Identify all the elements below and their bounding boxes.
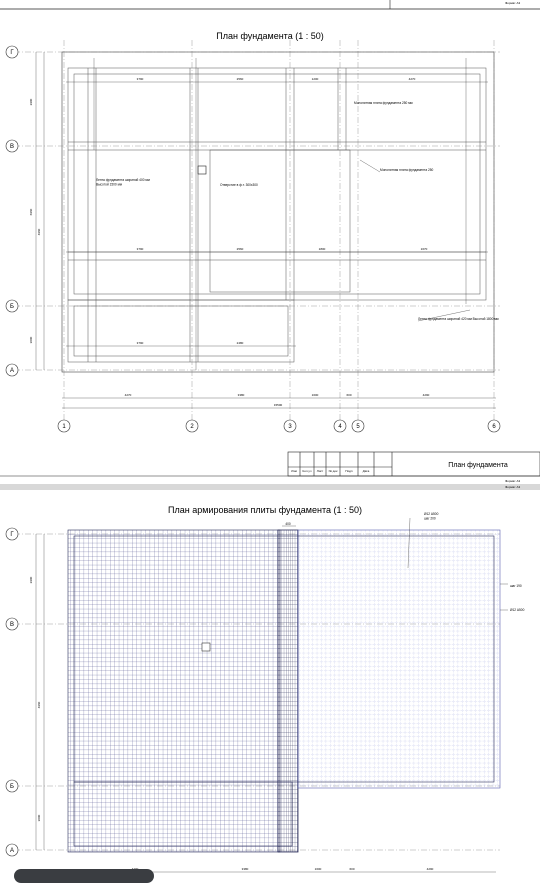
reinf-row-dim-2: 4960 bbox=[37, 701, 41, 709]
reinf-bottom-dim-2: 3380 bbox=[241, 867, 249, 871]
reinf-row-dim-1: 2900 bbox=[29, 576, 33, 584]
reinf-title: План армирования плиты фундамента (1 : 50) bbox=[168, 505, 362, 515]
row-dim-3: 4960 bbox=[37, 228, 41, 236]
tb-header-5: Подп bbox=[345, 469, 353, 473]
tb-header-6: Дата bbox=[362, 469, 370, 473]
reinf-row-axis-a: А bbox=[9, 848, 15, 854]
sheet-name: План фундамента bbox=[448, 462, 508, 469]
col-axis-2: 2 bbox=[190, 424, 194, 430]
right-bar-callout: Ø12 А500 bbox=[510, 608, 525, 612]
reinf-row-axis-v: В bbox=[9, 622, 15, 628]
reinforcement-plan-sheet bbox=[0, 485, 540, 877]
leader-lines bbox=[360, 160, 470, 321]
reinf-row-bubbles bbox=[6, 528, 18, 856]
col-axis-1: 1 bbox=[62, 424, 66, 430]
rebar-top-callout: Ø12 А500 шаг 200 bbox=[424, 512, 439, 521]
row-axis-b: Б bbox=[10, 304, 14, 310]
dim-mid-1: 3790 bbox=[136, 247, 144, 251]
dim-col-4: 4270 bbox=[408, 77, 416, 81]
dim-col-3: 1200 bbox=[311, 77, 319, 81]
overall-part-5: 4290 bbox=[422, 393, 430, 397]
strip-width-callout: 400 bbox=[285, 522, 291, 526]
tb-header-3: Лист bbox=[316, 469, 324, 473]
col-axis-6: 6 bbox=[492, 424, 496, 430]
page-title: План фундамента (1 : 50) bbox=[216, 31, 324, 41]
opening-square bbox=[198, 166, 206, 174]
callout-strip-left: Лента фундамента шириной 400 мм Высотой 1500 мм bbox=[96, 178, 150, 187]
dim-col-1: 3790 bbox=[136, 77, 144, 81]
dim-mid-2: 2560 bbox=[236, 247, 244, 251]
reinf-bottom-dim-5: 4290 bbox=[426, 867, 434, 871]
row-axis-bubbles bbox=[6, 46, 18, 376]
callout-slab-mid: Монолитная плита фундамента 250 bbox=[380, 168, 434, 172]
tb-header-1: Изм bbox=[291, 469, 297, 473]
overall-part-4: 600 bbox=[346, 393, 352, 397]
mesh-strip bbox=[278, 530, 298, 852]
opening-square-2 bbox=[202, 643, 210, 651]
reinf-left-dims bbox=[36, 534, 44, 850]
callout-strip-bottom: Лента фундамента шириной 420 мм Высотой 1800 мм bbox=[418, 317, 499, 321]
reinforcement-plan-drawing bbox=[0, 485, 540, 877]
row-axis-v: В bbox=[9, 144, 15, 150]
row-axis-g: Г bbox=[10, 50, 14, 56]
col-axis-bubbles bbox=[58, 420, 500, 432]
overall-dim: 15500 bbox=[273, 403, 283, 407]
dim-col-2: 2560 bbox=[236, 77, 244, 81]
axis-lines bbox=[14, 40, 500, 420]
row-axis-a: А bbox=[9, 368, 15, 374]
callout-slab-top: Монолитная плита фундамента 250 мм bbox=[354, 101, 413, 105]
reinf-row-dim-3: 3000 bbox=[37, 814, 41, 822]
page-code-top: Формат А3 bbox=[505, 485, 521, 489]
reinf-row-axis-b: Б bbox=[10, 784, 14, 790]
mesh-right bbox=[298, 530, 500, 788]
right-step-callout: шаг 190 bbox=[510, 584, 522, 588]
dim-mid-4: 1670 bbox=[420, 247, 428, 251]
col-axis-4: 4 bbox=[338, 424, 342, 430]
callout-opening: Отверстие в ф.т. 300х300 bbox=[220, 183, 258, 187]
tb-header-4: № док bbox=[328, 469, 338, 473]
mesh-left bbox=[68, 530, 280, 852]
overall-part-3: 1600 bbox=[311, 393, 319, 397]
col-axis-5: 5 bbox=[356, 424, 360, 430]
overall-part-2: 3380 bbox=[237, 393, 245, 397]
outer-contour bbox=[62, 52, 494, 372]
reinf-row-axis-g: Г bbox=[10, 532, 14, 538]
row-dim-2: 6960 bbox=[29, 208, 33, 216]
tb-header-2: Кол.уч bbox=[302, 469, 312, 473]
row-dim-1: 2900 bbox=[29, 98, 33, 106]
page-code-bottom: Формат А3 bbox=[505, 479, 521, 483]
overall-part-1: 4270 bbox=[124, 393, 132, 397]
dim-mid-3: 1800 bbox=[318, 247, 326, 251]
bottom-overlay-pill[interactable] bbox=[14, 869, 154, 883]
page-code: Формат А3 bbox=[505, 1, 521, 5]
dim-bot-2: 2480 bbox=[236, 341, 244, 345]
reinf-bottom-dim-3: 1600 bbox=[314, 867, 322, 871]
col-axis-3: 3 bbox=[288, 424, 292, 430]
dim-bot-1: 3790 bbox=[136, 341, 144, 345]
row-dim-4: 3000 bbox=[29, 336, 33, 344]
left-dims bbox=[36, 52, 44, 370]
reinf-bottom-dim-4: 600 bbox=[349, 867, 355, 871]
interior-dims bbox=[66, 58, 488, 370]
